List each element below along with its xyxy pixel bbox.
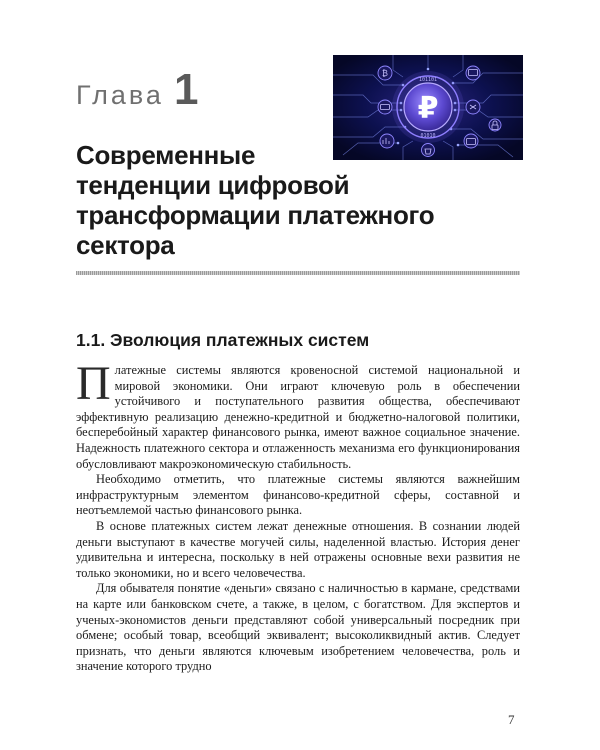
title-divider [76,271,520,275]
body-text [76,357,520,675]
chapter-title-line: Современные [76,140,256,170]
chapter-title-line: трансформации платежного [76,200,435,230]
paragraph-text: латежные системы являются кровеносной системой национальной и мировой экономики. Они играют ключевую роль в обеспечении устойчивого и поступательного развития общества, обеспечивают эффективную реализацию денежно-кредитной и бюджетно-налоговой политики, бесперебойный характер финансового рынка, имеют важное социальное значение. Надежность платежного сектора и отлаженность механизма его функционирования обусловливают макроэкономическую стабильность. [76,363,520,471]
chapter-label-word: Глава [76,80,164,110]
chapter-title-line: тенденции цифровой [76,170,350,200]
section-heading: 1.1. Эволюция платежных систем [76,330,370,350]
paragraph: Необходимо отметить, что платежные системы являются важнейшим инфраструктурным элементом финансово-кредитной сферы, составной и неотъемлемой частью финансового рынка. [76,472,520,518]
ruble-symbol-icon: ₽ [417,91,439,126]
paragraph [76,357,520,472]
paragraph: В основе платежных систем лежат денежные отношения. В сознании людей деньги выступают в качестве могучей силы, наделенной властью. История денег удивительна и интересна, поскольку в ней отражены основные вехи развития не только экономики, но и всего человечества. [76,518,520,580]
page-number: 7 [508,712,515,727]
chapter-title-line: сектора [76,230,175,260]
chapter-label [76,65,199,116]
binary-text-top: 101101 [418,77,438,83]
binary-text-bottom: 01010 [420,133,436,139]
chapter-title [76,140,536,260]
chapter-number: 1 [173,65,199,114]
drop-cap: П [76,357,111,410]
svg-text:₿: ₿ [382,69,388,78]
paragraph: Для обывателя понятие «деньги» связано с наличностью в кармане, средствами на карте или банковском счете, а также, в целом, с богатством. Для экспертов и ученых-экономистов деньги представляют собой универсальный посредник при обмене; особый товар, всеобщий эквивалент; высоколиквидный актив. Следует признать, что деньги являются ключевым изобретением человечества, роль и значение которого трудно [76,581,520,674]
